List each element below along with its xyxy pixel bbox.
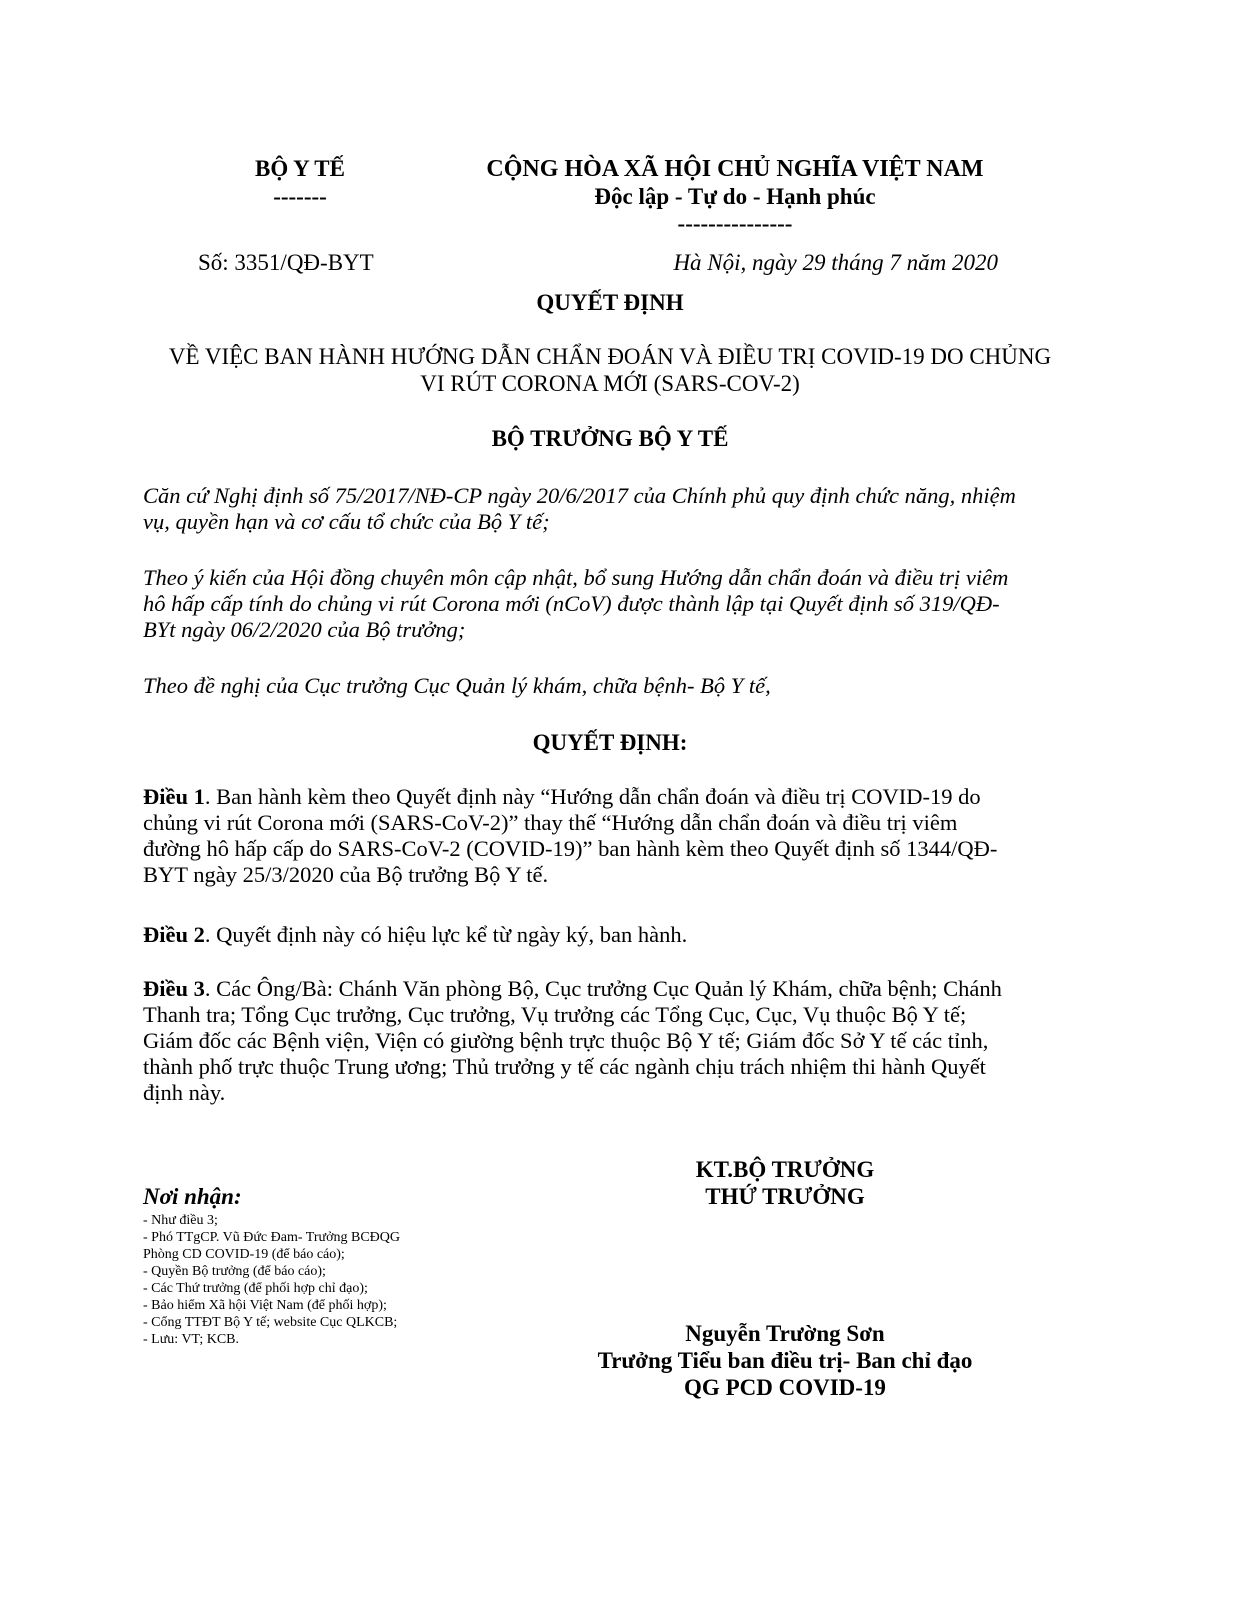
motto-rule: --------------- — [677, 211, 793, 236]
signature-title-2: THỨ TRƯỞNG — [705, 1184, 865, 1209]
article-label: Điều 1 — [143, 784, 205, 809]
article-text: . Quyết định này có hiệu lực kể từ ngày ký, ban hành. — [204, 922, 688, 947]
signer-role-2: QG PCD COVID-19 — [684, 1375, 886, 1400]
ministry-rule: ------- — [273, 184, 327, 209]
article-text: thành phố trực thuộc Trung ương; Thủ trưởng y tế các ngành chịu trách nhiệm thi hành Quyết — [143, 1054, 986, 1079]
article-text: đường hô hấp cấp do SARS-CoV-2 (COVID-19)” ban hành kèm theo Quyết định số 1344/QĐ- — [143, 836, 998, 861]
article-label: Điều 2 — [143, 922, 205, 947]
subject-line-1: VỀ VIỆC BAN HÀNH HƯỚNG DẪN CHẨN ĐOÁN VÀ ĐIỀU TRỊ COVID-19 DO CHỦNG — [168, 344, 1052, 369]
preamble-line: hô hấp cấp tính do chủng vi rút Corona mới (nCoV) được thành lập tại Quyết định số 319/QĐ- — [143, 591, 1000, 616]
article-1 — [143, 784, 1103, 888]
nation-name: CỘNG HÒA XÃ HỘI CHỦ NGHĨA VIỆT NAM — [486, 156, 984, 182]
ministry-name: BỘ Y TẾ — [255, 156, 345, 181]
article-text: BYT ngày 25/3/2020 của Bộ trưởng Bộ Y tế. — [143, 862, 549, 887]
article-text: Giám đốc các Bệnh viện, Viện có giường bệnh trực thuộc Bộ Y tế; Giám đốc Sở Y tế các tỉnh, — [143, 1028, 989, 1053]
issuing-authority: BỘ TRƯỞNG BỘ Y TẾ — [491, 426, 729, 451]
article-text: chủng vi rút Corona mới (SARS-CoV-2)” thay thế “Hướng dẫn chẩn đoán và điều trị viêm — [143, 810, 958, 835]
article-text: Thanh tra; Tổng Cục trưởng, Cục trưởng, Vụ trưởng các Tổng Cục, Cục, Vụ thuộc Bộ Y tế; — [143, 1002, 967, 1027]
document-type: QUYẾT ĐỊNH — [536, 290, 684, 315]
preamble-line: Căn cứ Nghị định số 75/2017/NĐ-CP ngày 20/6/2017 của Chính phủ quy định chức năng, nhiệm — [143, 483, 1016, 508]
article-text: . Ban hành kèm theo Quyết định này “Hướng dẫn chẩn đoán và điều trị COVID-19 do — [204, 784, 981, 809]
recipient-item: - Như điều 3; — [143, 1213, 218, 1228]
place-date: Hà Nội, ngày 29 tháng 7 năm 2020 — [673, 250, 998, 275]
preamble-line: vụ, quyền hạn và cơ cấu tổ chức của Bộ Y tế; — [143, 509, 550, 534]
recipients-list — [143, 1212, 463, 1348]
signature-title-1: KT.BỘ TRƯỞNG — [695, 1157, 875, 1182]
document-number: Số: 3351/QĐ-BYT — [198, 250, 374, 275]
recipient-item: - Cổng TTĐT Bộ Y tế; website Cục QLKCB; — [143, 1315, 398, 1330]
signer-name: Nguyễn Trường Sơn — [685, 1321, 885, 1346]
preamble-proposal — [143, 673, 1103, 699]
article-text: . Các Ông/Bà: Chánh Văn phòng Bộ, Cục trưởng Cục Quản lý Khám, chữa bệnh; Chánh — [204, 976, 1002, 1001]
recipient-item: - Bảo hiểm Xã hội Việt Nam (để phối hợp); — [143, 1298, 387, 1313]
recipients-title: Nơi nhận: — [143, 1184, 242, 1209]
preamble-line: Theo đề nghị của Cục trưởng Cục Quản lý khám, chữa bệnh- Bộ Y tế, — [143, 673, 771, 698]
article-2 — [143, 922, 1103, 948]
recipient-item: - Quyền Bộ trưởng (để báo cáo); — [143, 1264, 326, 1279]
recipient-item: - Lưu: VT; KCB. — [143, 1332, 240, 1347]
signer-role-1: Trưởng Tiểu ban điều trị- Ban chỉ đạo — [597, 1348, 973, 1373]
subject-line-2: VI RÚT CORONA MỚI (SARS-COV-2) — [420, 371, 800, 396]
article-3 — [143, 976, 1103, 1106]
decision-heading: QUYẾT ĐỊNH: — [532, 730, 688, 755]
preamble-council-opinion — [143, 565, 1103, 643]
preamble-line: Theo ý kiến của Hội đồng chuyên môn cập nhật, bổ sung Hướng dẫn chẩn đoán và điều trị viêm — [143, 565, 1009, 590]
recipient-item: - Phó TTgCP. Vũ Đức Đam- Trưởng BCĐQG — [143, 1230, 400, 1245]
article-label: Điều 3 — [143, 976, 205, 1001]
recipient-item: - Các Thứ trưởng (để phối hợp chỉ đạo); — [143, 1281, 368, 1296]
article-text: định này. — [143, 1080, 226, 1105]
recipient-item: Phòng CD COVID-19 (để báo cáo); — [143, 1247, 345, 1262]
preamble-line: BYt ngày 06/2/2020 của Bộ trưởng; — [143, 617, 466, 642]
preamble-legal-basis — [143, 483, 1103, 535]
motto: Độc lập - Tự do - Hạnh phúc — [594, 184, 876, 209]
